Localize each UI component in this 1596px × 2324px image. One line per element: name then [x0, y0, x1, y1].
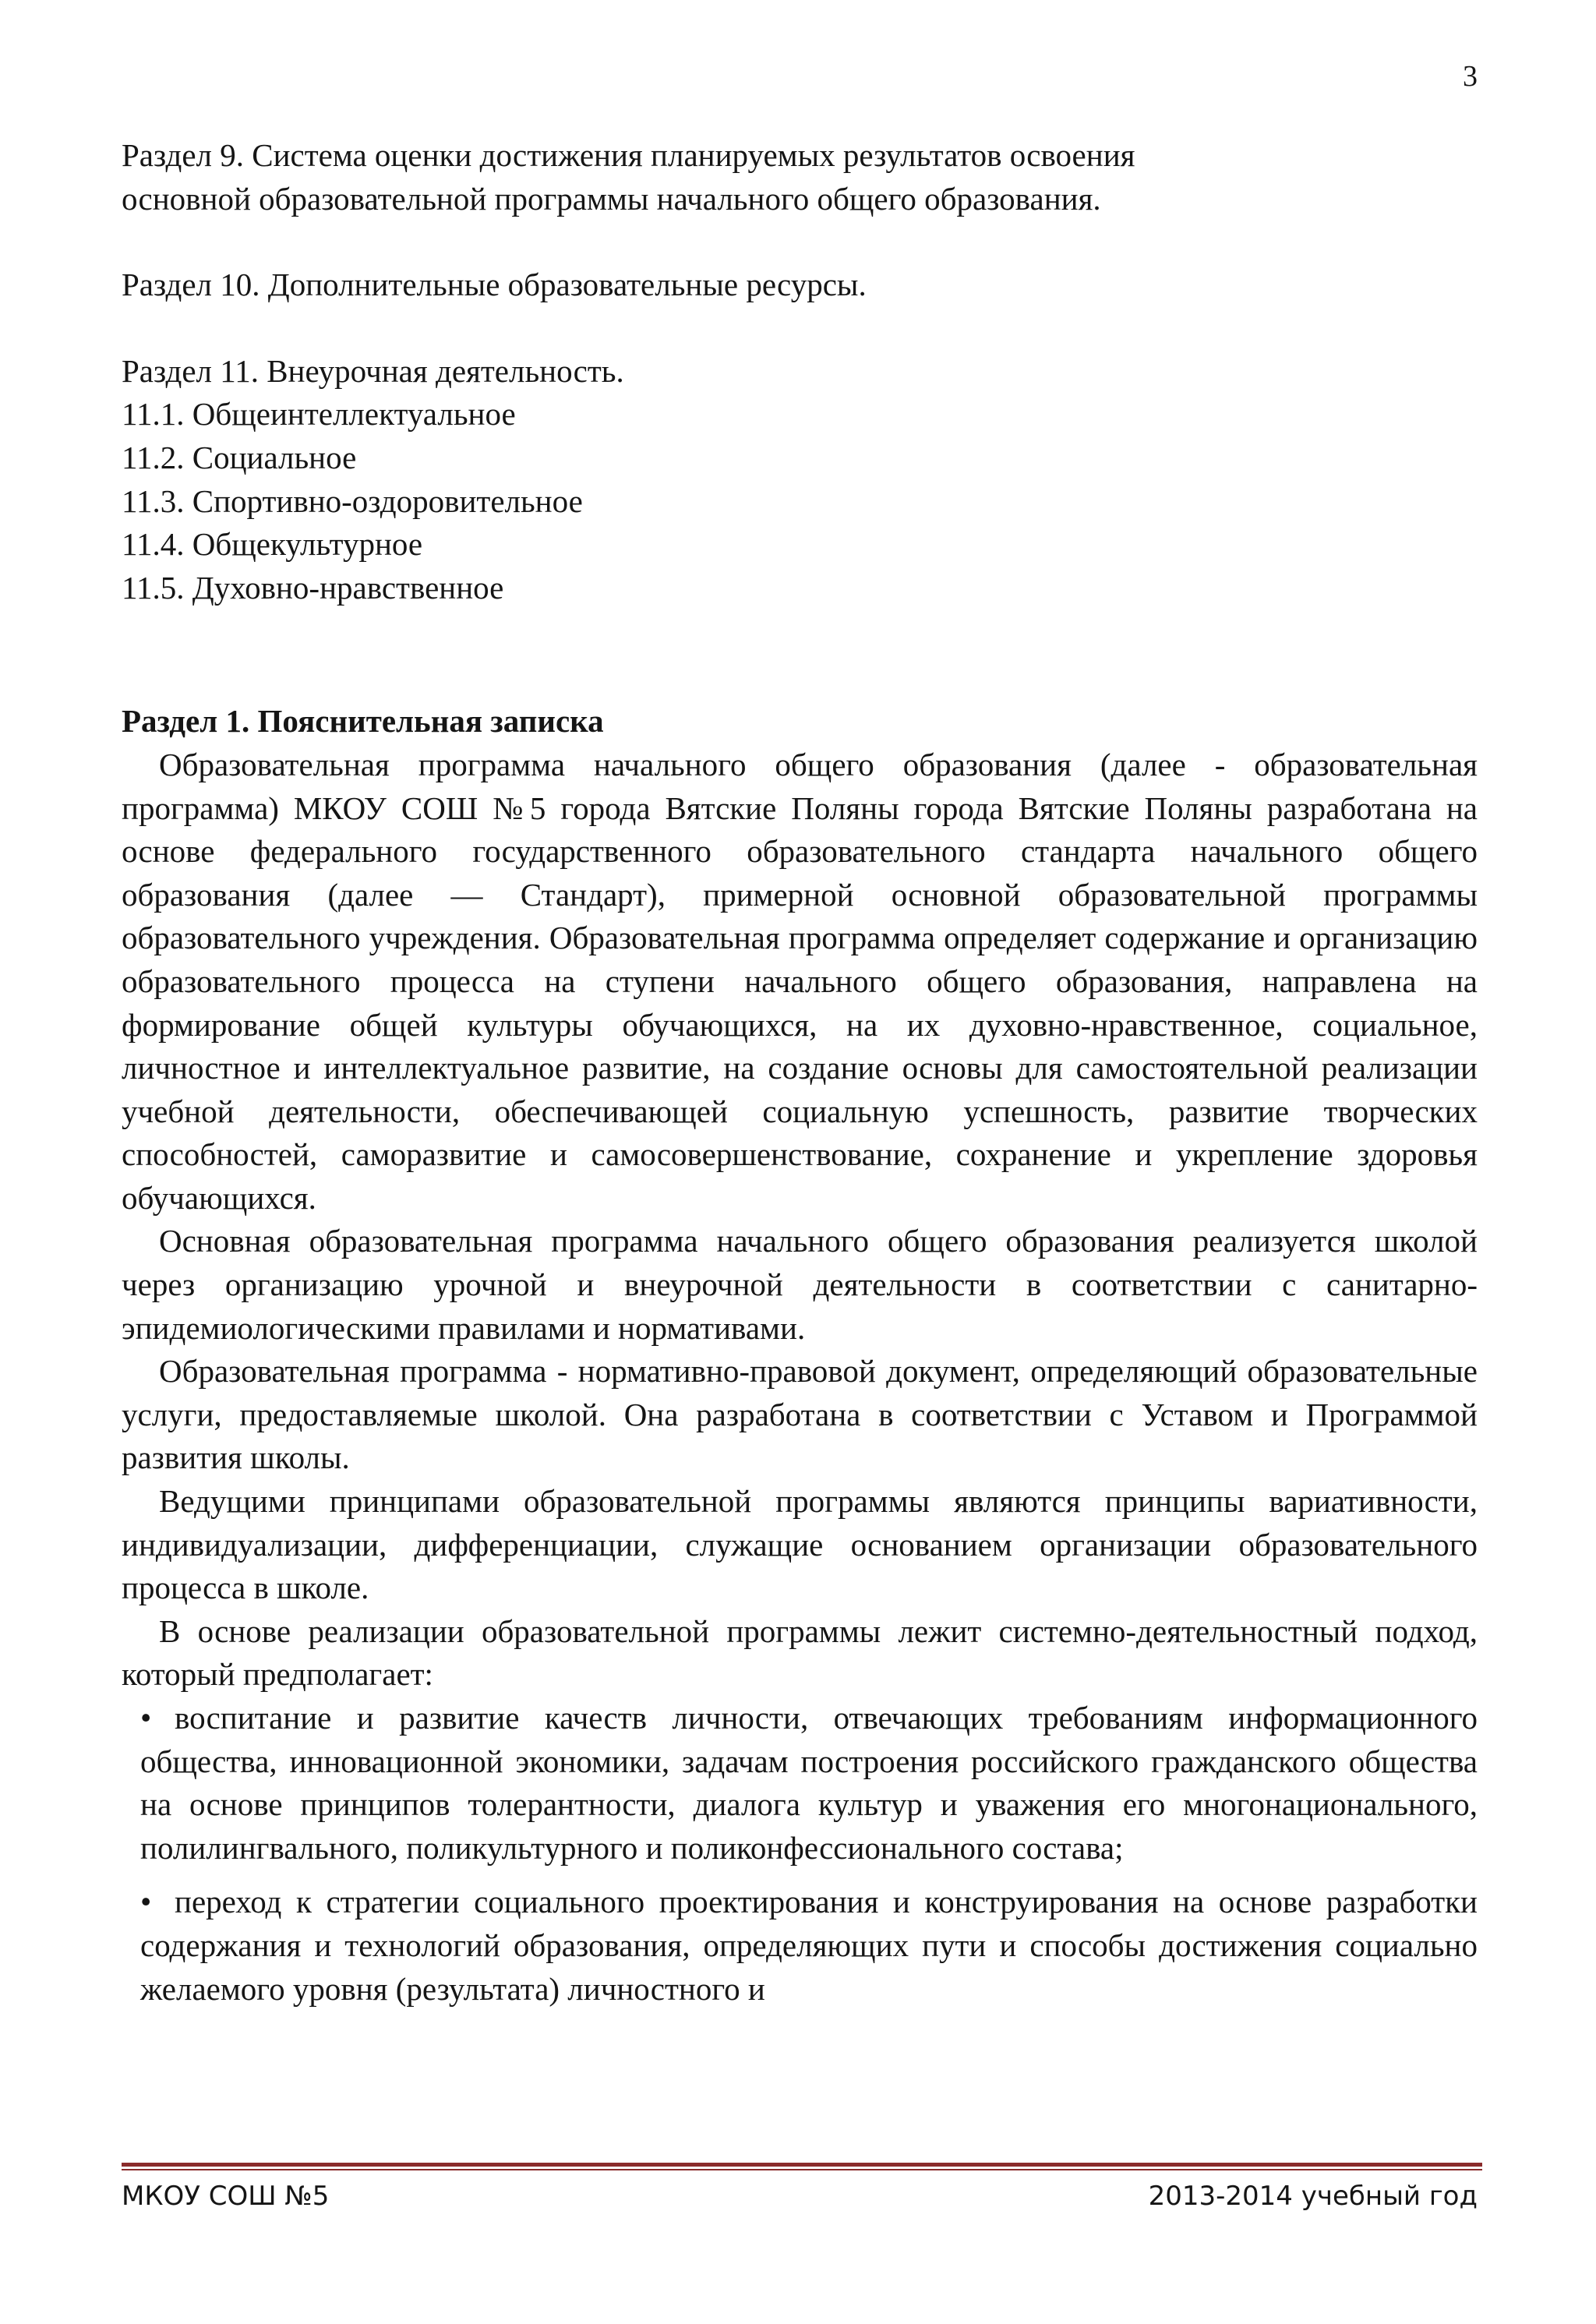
footer-divider [122, 2163, 1482, 2167]
toc-subitem-11-1: 11.1. Общеинтеллектуальное [122, 396, 516, 433]
paragraph-program-overview: Образовательная программа начального общего образования (далее - образовательная программа) МКОУ СОШ №5 города Вятские Поляны города Вятские Поляны разработана на основе федерального государственного образовательного стандарта начального общего образования (далее — Стандарт), примерной основной образовательной программы образовательного учреждения. Образовательная программа определяет содержание и организацию образовательного процесса на ступени начального общего образования, направлена на формирование общей культуры обучающихся, на их духовно-нравственное, социальное, личностное и интеллектуальное развитие, на создание основы для самостоятельной реализации учебной деятельности, обеспечивающей социальную успешность, развитие творческих способностей, саморазвитие и самосовершенствование, сохранение и укрепление здоровья обучающихся. [122, 746, 1478, 1216]
toc-subitem-11-3: 11.3. Спортивно-оздоровительное [122, 482, 583, 519]
footer-divider-thin [122, 2169, 1482, 2170]
paragraph-implementation: Основная образовательная программа начального общего образования реализуется школой через организацию урочной и внеурочной деятельности в соответствии с санитарно-эпидемиологическими правилами и нормативами. [122, 1223, 1478, 1346]
paragraph-approach: В основе реализации образовательной программы лежит системно-деятельностный подход, который предполагает: [122, 1612, 1478, 1693]
footer-academic-year: 2013-2014 учебный год [1148, 2181, 1478, 2212]
toc-subitem-11-2: 11.2. Социальное [122, 439, 357, 475]
section-heading: Раздел 1. Пояснительная записка [122, 703, 604, 740]
page-number: 3 [1463, 60, 1478, 93]
bullet-item [122, 1881, 1478, 2011]
toc-subitem-11-4: 11.4. Общекультурное [122, 526, 423, 563]
footer-school-name: МКОУ СОШ №5 [122, 2181, 330, 2212]
toc-section-10: Раздел 10. Дополнительные образовательные ресурсы. [122, 267, 867, 303]
bullet-icon: • [140, 1884, 152, 1920]
paragraph-normative-document: Образовательная программа - нормативно-правовой документ, определяющий образовательные услуги, предоставляемые школой. Она разработана в соответствии с Уставом и Программой развития школы. [122, 1353, 1478, 1476]
paragraph-principles: Ведущими принципами образовательной программы являются принципы вариативности, индивидуализации, дифференциации, служащие основанием организации образовательного процесса в школе. [122, 1483, 1478, 1606]
toc-section-9-line-1: Раздел 9. Система оценки достижения планируемых результатов освоения [122, 137, 1135, 173]
toc-section-9-line-2: основной образовательной программы начального общего образования. [122, 180, 1101, 217]
toc-subitem-11-5: 11.5. Духовно-нравственное [122, 569, 504, 606]
bullet-icon: • [140, 1700, 152, 1736]
bullet-text: переход к стратегии социального проектирования и конструирования на основе разработки содержания и технологий образования, определяющих пути и способы достижения социально желаемого уровня (результата) личностного и [140, 1884, 1478, 2007]
document-body [122, 134, 1478, 2011]
bullet-item [122, 1697, 1478, 1870]
toc-section-11: Раздел 11. Внеурочная деятельность. [122, 352, 624, 389]
bullet-text: воспитание и развитие качеств личности, отвечающих требованиям информационного общества, инновационной экономики, задачам построения российского гражданского общества на основе принципов толерантности, диалога культур и уважения его многонационального, полилингвального, поликультурного и поликонфессионального состава; [140, 1700, 1478, 1866]
